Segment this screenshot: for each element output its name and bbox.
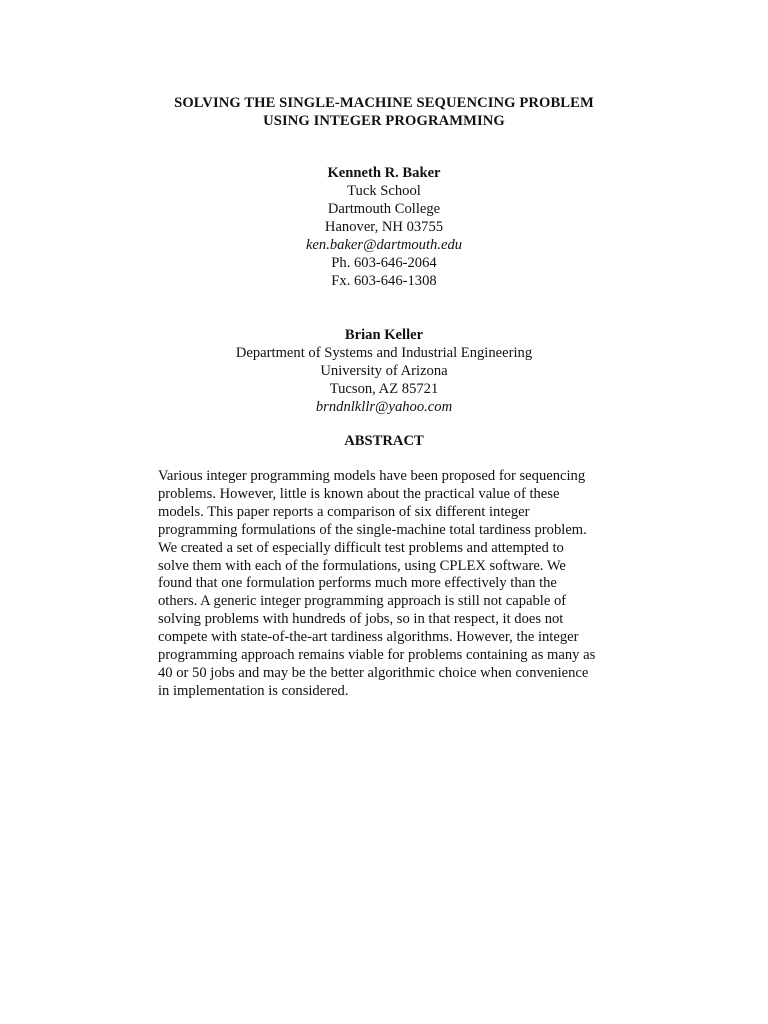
author-affiliation-line: Department of Systems and Industrial Engineering [235, 345, 533, 361]
author-affiliation-line: University of Arizona [320, 363, 448, 379]
abstract-line: solve them with each of the formulations, using CPLEX software. We [158, 557, 566, 574]
abstract-line: We created a set of especially difficult test problems and attempted to [158, 539, 564, 556]
author-affiliation-line: Hanover, NH 03755 [324, 219, 444, 235]
abstract-line: compete with state-of-the-art tardiness algorithms. However, the integer [158, 629, 579, 646]
abstract-line: found that one formulation performs much more effectively than the [158, 575, 557, 592]
title-line-2: USING INTEGER PROGRAMMING [263, 113, 505, 129]
abstract-heading: ABSTRACT [344, 433, 424, 449]
abstract-body [158, 468, 618, 701]
abstract-line: 40 or 50 jobs and may be the better algorithmic choice when convenience [158, 664, 589, 681]
title-line-1: SOLVING THE SINGLE-MACHINE SEQUENCING PROBLEM [174, 95, 594, 111]
author-phone: Ph. 603-646-2064 [331, 255, 437, 271]
abstract-line: problems. However, little is known about the practical value of these [158, 485, 560, 502]
abstract-line: models. This paper reports a comparison of six different integer [158, 503, 530, 520]
abstract-line: programming approach remains viable for problems containing as many as [158, 647, 596, 664]
abstract-line: others. A generic integer programming approach is still not capable of [158, 593, 567, 610]
abstract-line: solving problems with hundreds of jobs, so in that respect, it does not [158, 611, 564, 628]
author-block-keller [0, 326, 768, 416]
author-name: Kenneth R. Baker [327, 165, 441, 181]
author-email: brndnlkllr@yahoo.com [315, 399, 453, 415]
author-affiliation-line: Tuck School [347, 183, 421, 199]
author-name: Brian Keller [344, 327, 424, 343]
abstract-line: Various integer programming models have been proposed for sequencing [158, 468, 586, 484]
author-affiliation-line: Dartmouth College [327, 201, 441, 217]
paper-title [0, 94, 768, 130]
author-affiliation-line: Tucson, AZ 85721 [329, 381, 439, 397]
author-email: ken.baker@dartmouth.edu [305, 237, 463, 253]
author-block-baker [0, 164, 768, 290]
author-fax: Fx. 603-646-1308 [331, 273, 437, 289]
abstract-line: in implementation is considered. [158, 682, 349, 699]
abstract-line: programming formulations of the single-machine total tardiness problem. [158, 521, 587, 538]
